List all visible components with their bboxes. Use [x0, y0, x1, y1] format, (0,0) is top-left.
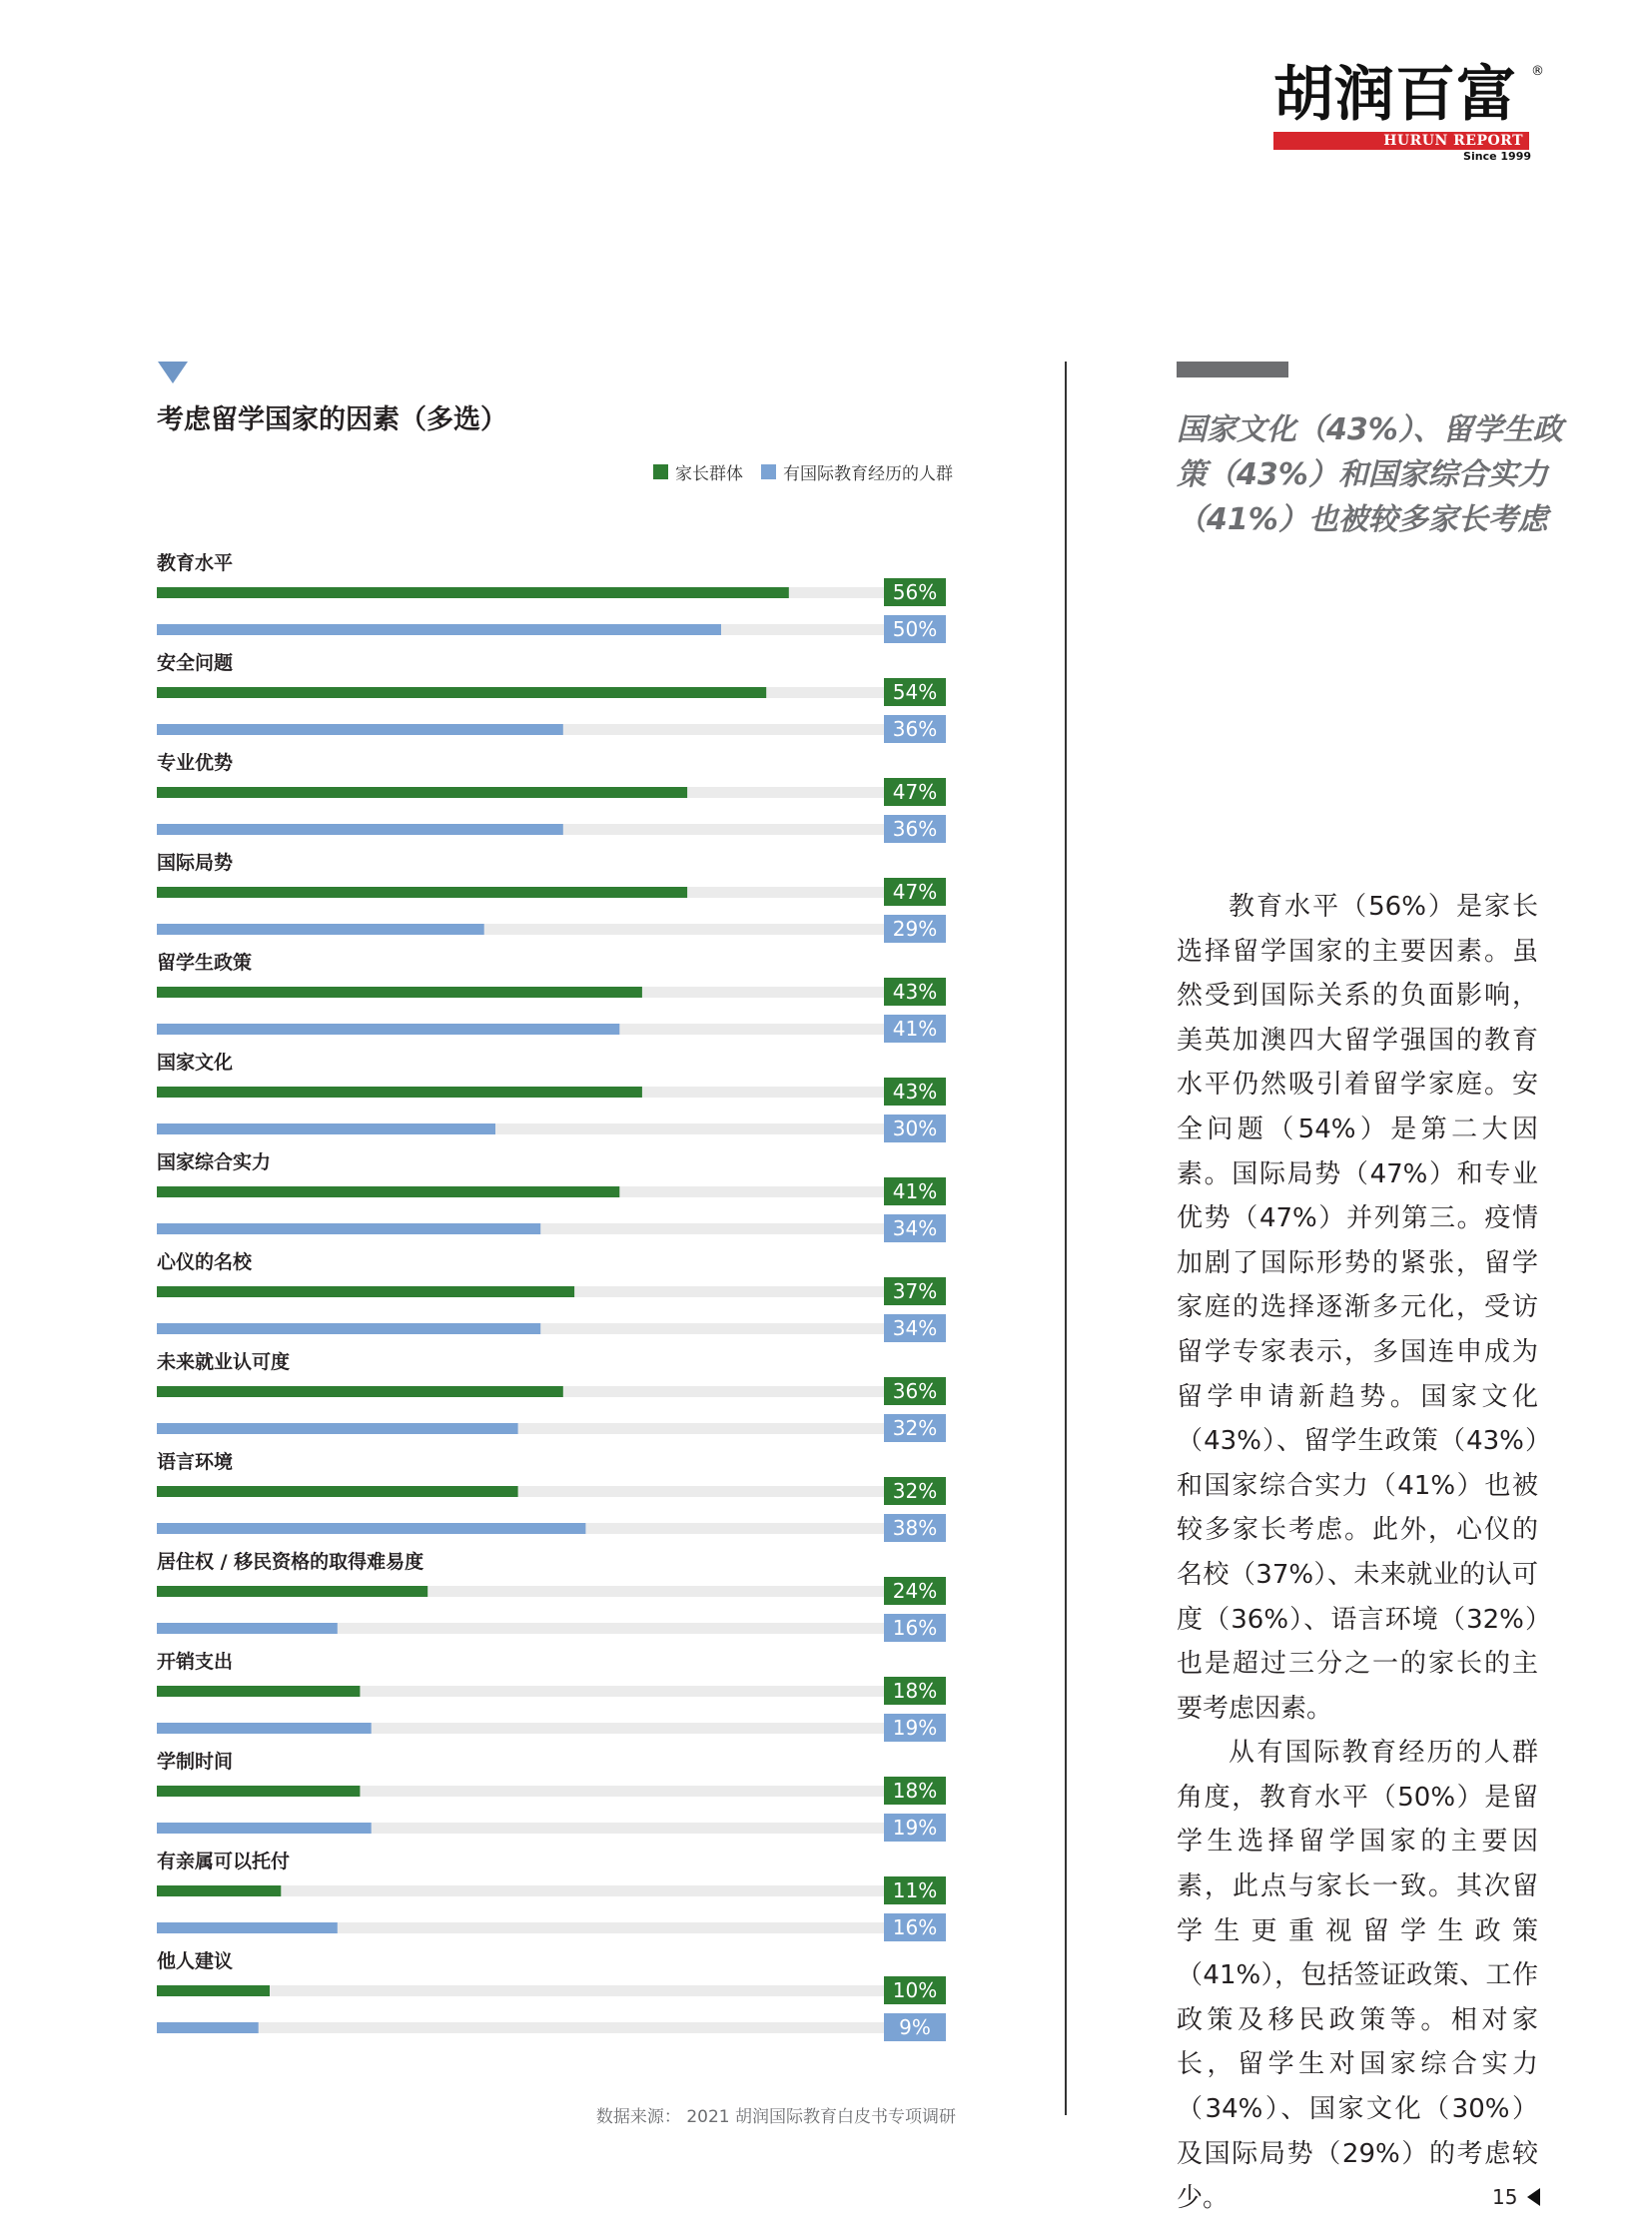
bar-parents	[157, 1786, 360, 1797]
data-label: 9%	[899, 2015, 931, 2039]
bar-parents	[157, 1386, 563, 1397]
data-label: 37%	[892, 1279, 938, 1303]
body-text	[1177, 885, 1538, 2221]
bar-intl	[157, 1723, 372, 1734]
bar-parents	[157, 1286, 574, 1297]
logo-since: Since 1999	[1463, 150, 1531, 163]
bar-intl	[157, 1423, 518, 1434]
bar-track	[157, 1985, 946, 1996]
bar-parents	[157, 687, 766, 698]
data-label: 41%	[892, 1017, 938, 1041]
category-label: 教育水平	[157, 552, 234, 574]
data-label: 18%	[892, 1779, 938, 1803]
category-label: 开销支出	[157, 1651, 234, 1673]
category-label: 国家综合实力	[157, 1151, 272, 1173]
left-arrow-icon	[1527, 2188, 1540, 2206]
bar-parents	[157, 1486, 518, 1497]
category-label: 留学生政策	[157, 952, 253, 974]
bar-intl	[157, 1123, 495, 1134]
data-label: 43%	[892, 1080, 938, 1104]
bar-intl	[157, 1323, 540, 1334]
category-label: 安全问题	[157, 652, 234, 674]
bar-parents	[157, 1885, 281, 1896]
data-label: 34%	[892, 1316, 938, 1340]
paragraph-2: 从有国际教育经历的人群角度，教育水平（50%）是留学生选择留学国家的主要因素，此点与家长一致。其次留学生更重视留学生政策（41%），包括签证政策、工作政策及移民政策等。相对家长，留学生对国家综合实力（34%）、国家文化（30%）及国际局势（29%）的考虑较少。	[1177, 1738, 1538, 2214]
category-label: 未来就业认可度	[157, 1351, 291, 1373]
bar-intl	[157, 1623, 338, 1634]
category-label: 学制时间	[157, 1751, 234, 1773]
data-label: 50%	[892, 617, 938, 641]
page-number-text: 15	[1492, 2185, 1518, 2209]
bar-parents	[157, 1186, 619, 1197]
data-label: 36%	[892, 817, 938, 841]
legend-label-intl: 有国际教育经历的人群	[783, 464, 953, 484]
category-label: 他人建议	[157, 1950, 234, 1972]
bar-intl	[157, 924, 484, 935]
bar-parents	[157, 1686, 360, 1697]
bar-intl	[157, 1523, 585, 1534]
category-label: 国家文化	[157, 1052, 234, 1074]
bar-intl	[157, 1922, 338, 1933]
data-label: 16%	[892, 1616, 938, 1640]
bar-intl	[157, 1223, 540, 1234]
bar-parents	[157, 987, 642, 998]
data-label: 16%	[892, 1915, 938, 1939]
data-source: 数据来源： 2021 胡润国际教育白皮书专项调研	[595, 2107, 956, 2127]
data-label: 36%	[892, 717, 938, 741]
logo-chinese: 胡润百富	[1273, 60, 1517, 130]
bar-intl	[157, 2022, 259, 2033]
category-label: 国际局势	[157, 852, 234, 874]
category-label: 居住权 / 移民资格的取得难易度	[157, 1551, 424, 1573]
data-label: 47%	[892, 780, 938, 804]
data-label: 18%	[892, 1679, 938, 1703]
page-number	[1492, 2185, 1540, 2209]
bar-track	[157, 2022, 946, 2033]
data-label: 19%	[892, 1716, 938, 1740]
data-label: 10%	[892, 1978, 938, 2002]
category-label: 有亲属可以托付	[157, 1851, 291, 1872]
bar-parents	[157, 1586, 427, 1597]
data-label: 32%	[892, 1479, 938, 1503]
highlight-quote: 国家文化（43%）、留学生政策（43%）和国家综合实力（41%）也被较多家长考虑	[1177, 412, 1563, 537]
chart-title: 考虑留学国家的因素（多选）	[157, 404, 507, 435]
category-label: 心仪的名校	[157, 1251, 253, 1273]
logo-english: HURUN REPORT	[1273, 132, 1529, 150]
data-label: 56%	[892, 580, 938, 604]
data-label: 43%	[892, 980, 938, 1004]
data-label: 19%	[892, 1816, 938, 1840]
data-label: 34%	[892, 1216, 938, 1240]
data-label: 30%	[892, 1117, 938, 1140]
bar-intl	[157, 1823, 372, 1834]
bar-parents	[157, 1985, 270, 1996]
data-label: 54%	[892, 680, 938, 704]
data-label: 41%	[892, 1179, 938, 1203]
bar-parents	[157, 787, 687, 798]
column-divider	[1065, 362, 1067, 2115]
bar-parents	[157, 587, 789, 598]
data-label: 38%	[892, 1516, 938, 1540]
category-label: 专业优势	[157, 752, 234, 774]
accent-bar	[1177, 362, 1288, 377]
bar-intl	[157, 824, 563, 835]
logo-registered-mark: ®	[1531, 64, 1544, 79]
category-label: 语言环境	[157, 1451, 234, 1473]
bar-intl	[157, 724, 563, 735]
data-label: 32%	[892, 1416, 938, 1440]
legend-label-parents: 家长群体	[675, 464, 743, 484]
bar-parents	[157, 887, 687, 898]
data-label: 24%	[892, 1579, 938, 1603]
paragraph-1: 教育水平（56%）是家长选择留学国家的主要因素。虽然受到国际关系的负面影响，美英加澳四大留学强国的教育水平仍然吸引着留学家庭。安全问题（54%）是第二大因素。国际局势（47%）和专业优势（47%）并列第三。疫情加剧了国际形势的紧张，留学家庭的选择逐渐多元化，受访留学专家表示，多国连申成为留学申请新趋势。国家文化（43%）、留学生政策（43%）和国家综合实力（41%）也被较多家长考虑。此外，心仪的名校（37%）、未来就业的认可度（36%）、语言环境（32%）也是超过三分之一的家长的主要考虑因素。	[1177, 892, 1538, 1724]
bar-intl	[157, 624, 721, 635]
bar-intl	[157, 1024, 619, 1035]
data-label: 47%	[892, 880, 938, 904]
data-label: 29%	[892, 917, 938, 941]
bar-parents	[157, 1087, 642, 1098]
data-label: 36%	[892, 1379, 938, 1403]
data-label: 11%	[892, 1878, 938, 1902]
